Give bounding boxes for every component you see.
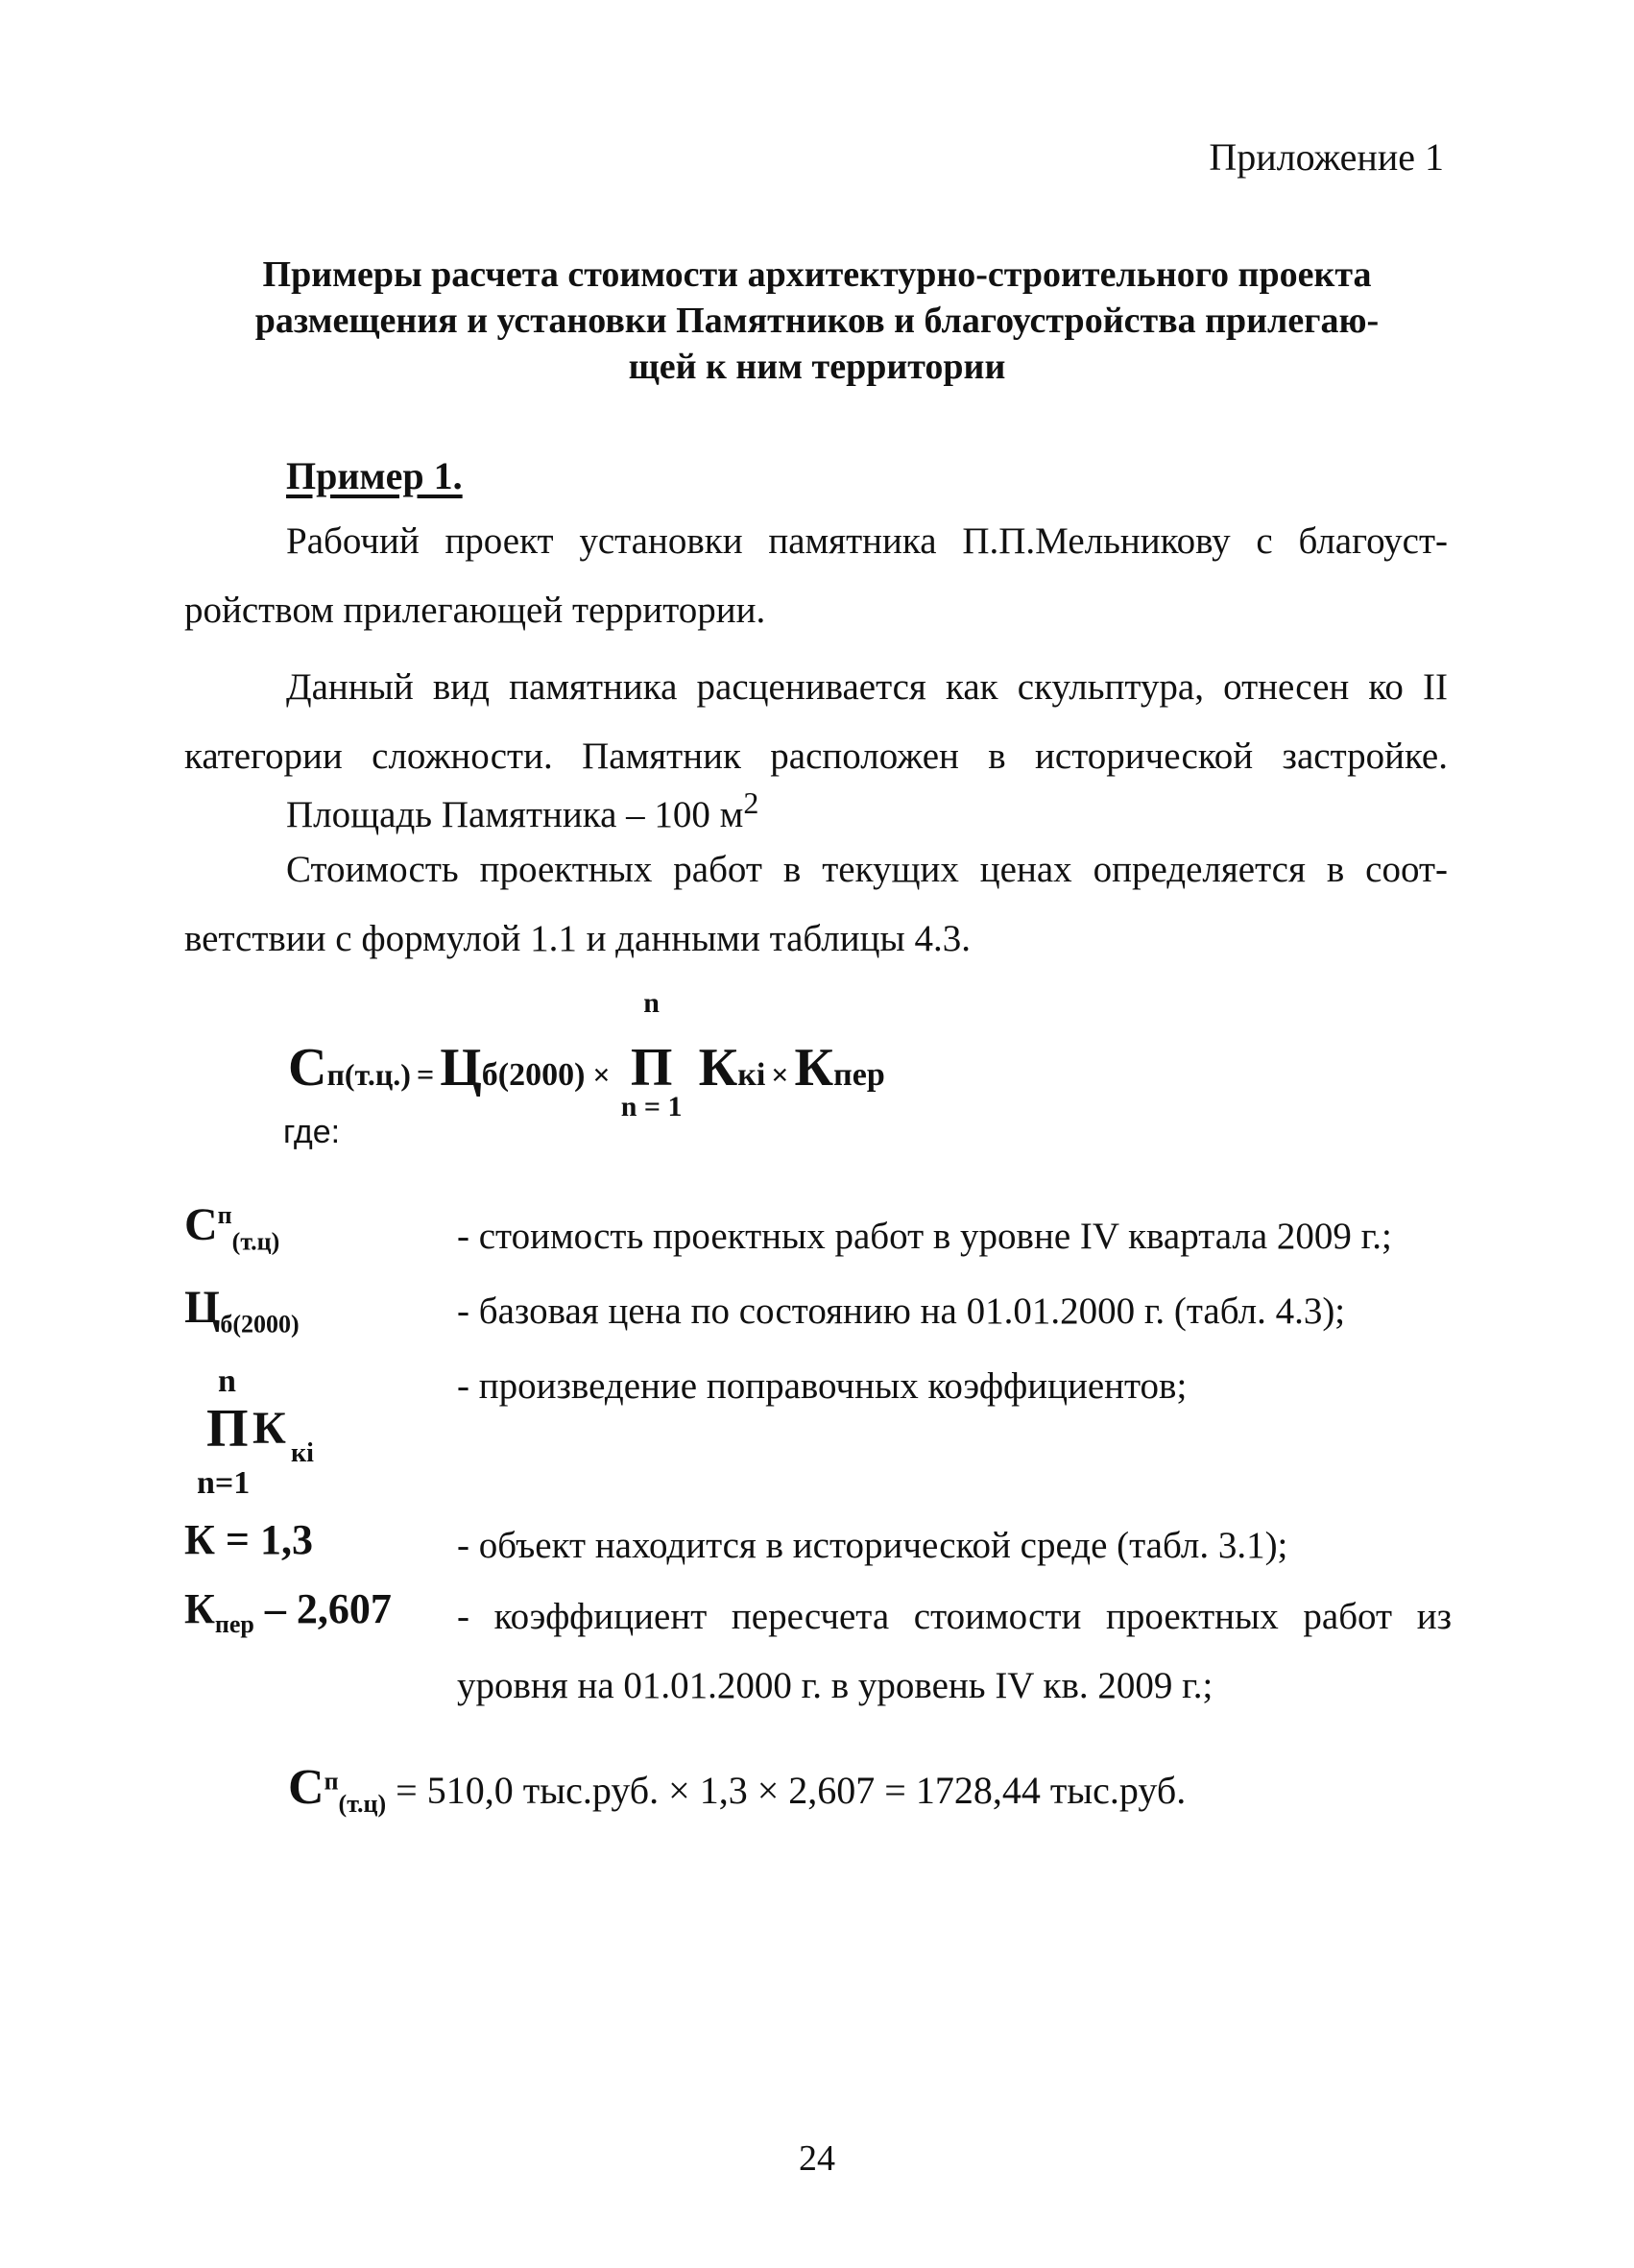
definition-text bbox=[457, 1277, 1452, 1346]
formula-times: × bbox=[592, 1057, 611, 1092]
product-bottom: n=1 bbox=[197, 1465, 251, 1501]
title-line: щей к ним территории bbox=[628, 347, 1006, 387]
paragraph-line: Стоимость проектных работ в текущих ценах определяется в соот- bbox=[286, 849, 1448, 890]
result-c: С bbox=[288, 1760, 324, 1815]
paragraph-line: Рабочий проект установки памятника П.П.Мельникову с благоуст- bbox=[286, 520, 1448, 562]
def-sym-sup: п bbox=[217, 1201, 232, 1229]
formula-ts: Ц bbox=[440, 1038, 482, 1098]
product-pi: Π bbox=[206, 1399, 249, 1459]
area-text: Площадь Памятника – 100 м bbox=[286, 794, 744, 835]
paragraph-line: Данный вид памятника расценивается как скульптура, отнесен ко II bbox=[286, 666, 1448, 708]
product-ki: кi bbox=[291, 1438, 314, 1468]
formula-ts-sub: б(2000) bbox=[481, 1057, 586, 1093]
main-formula bbox=[288, 989, 885, 1133]
definition-text bbox=[457, 1582, 1452, 1721]
paragraph-project bbox=[184, 507, 1448, 645]
product-symbol bbox=[197, 1363, 312, 1517]
formula-times2: × bbox=[771, 1057, 789, 1092]
paragraph-line bbox=[184, 768, 1448, 837]
definition-symbol bbox=[184, 1281, 300, 1339]
definition-line: - объект находится в исторической среде (табл. 3.1); bbox=[457, 1525, 1288, 1566]
definition-line: - базовая цена по состоянию на 01.01.2000 г. (табл. 4.3); bbox=[457, 1291, 1346, 1332]
product-k: К bbox=[252, 1403, 286, 1454]
definition-line: - произведение поправочных коэффициентов; bbox=[457, 1365, 1188, 1407]
paragraph-cost bbox=[184, 835, 1448, 974]
def-sym-rest: – 2,607 bbox=[253, 1585, 392, 1632]
def-sym-sub: б(2000) bbox=[220, 1310, 300, 1339]
definition-symbol bbox=[184, 1515, 313, 1564]
formula-k: К bbox=[698, 1038, 738, 1098]
formula-prod-bottom: n = 1 bbox=[620, 1091, 683, 1122]
result-text: = 510,0 тыс.руб. × 1,3 × 2,607 = 1728,44 тыс.руб. bbox=[386, 1769, 1187, 1812]
definition-line: - коэффициент пересчета стоимости проектных работ из bbox=[457, 1596, 1452, 1637]
title-line: размещения и установки Памятников и благоустройства прилегаю- bbox=[254, 301, 1380, 341]
formula-c-sup: п bbox=[326, 1057, 345, 1092]
definition-text bbox=[457, 1202, 1452, 1271]
appendix-label: Приложение 1 bbox=[1209, 135, 1444, 179]
definition-symbol bbox=[184, 1584, 392, 1639]
product-top: n bbox=[218, 1363, 236, 1399]
paragraph-line: ройством прилегающей территории. bbox=[184, 590, 766, 631]
def-sym-sub: пер bbox=[214, 1609, 254, 1638]
definition-text bbox=[457, 1511, 1452, 1580]
example-heading: Пример 1. bbox=[286, 454, 463, 497]
document-title bbox=[192, 252, 1442, 390]
definition-line: - стоимость проектных работ в уровне IV квартала 2009 г.; bbox=[457, 1216, 1392, 1257]
result-sub: (т.ц) bbox=[338, 1790, 387, 1818]
formula-prod-symbol: Π bbox=[630, 1038, 673, 1098]
formula-k-sub: кi bbox=[737, 1057, 766, 1093]
formula-eq: = bbox=[416, 1057, 435, 1092]
where-label: где: bbox=[283, 1114, 341, 1150]
definition-line: уровня на 01.01.2000 г. в уровень IV кв. 2009 г.; bbox=[457, 1665, 1213, 1706]
def-sym-main: К = 1,3 bbox=[184, 1516, 313, 1563]
def-sym-main: С bbox=[184, 1199, 218, 1250]
formula-k2-sub: пер bbox=[833, 1057, 885, 1093]
area-sup: 2 bbox=[743, 785, 759, 820]
paragraph-line: категории сложности. Памятник расположен в исторической застройке. bbox=[184, 736, 1448, 777]
formula-k2: К bbox=[794, 1038, 834, 1098]
paragraph-area bbox=[184, 768, 1448, 837]
definition-symbol bbox=[184, 1198, 279, 1257]
def-sym-main: К bbox=[184, 1585, 215, 1632]
result-formula bbox=[288, 1759, 1186, 1819]
formula-prod-top: n bbox=[643, 987, 660, 1019]
definition-text bbox=[457, 1352, 1452, 1421]
result-sup: п bbox=[324, 1767, 339, 1796]
paragraph-line: ветствии с формулой 1.1 и данными таблицы 4.3. bbox=[184, 918, 971, 959]
formula-c-arg: (т.ц.) bbox=[344, 1057, 411, 1092]
def-sym-sub: (т.ц) bbox=[231, 1227, 280, 1256]
formula-c: С bbox=[288, 1038, 327, 1098]
formula-product bbox=[618, 987, 685, 1122]
def-sym-main: Ц bbox=[184, 1282, 221, 1333]
title-line: Примеры расчета стоимости архитектурно-строительного проекта bbox=[262, 254, 1372, 295]
page-number: 24 bbox=[799, 2138, 835, 2179]
